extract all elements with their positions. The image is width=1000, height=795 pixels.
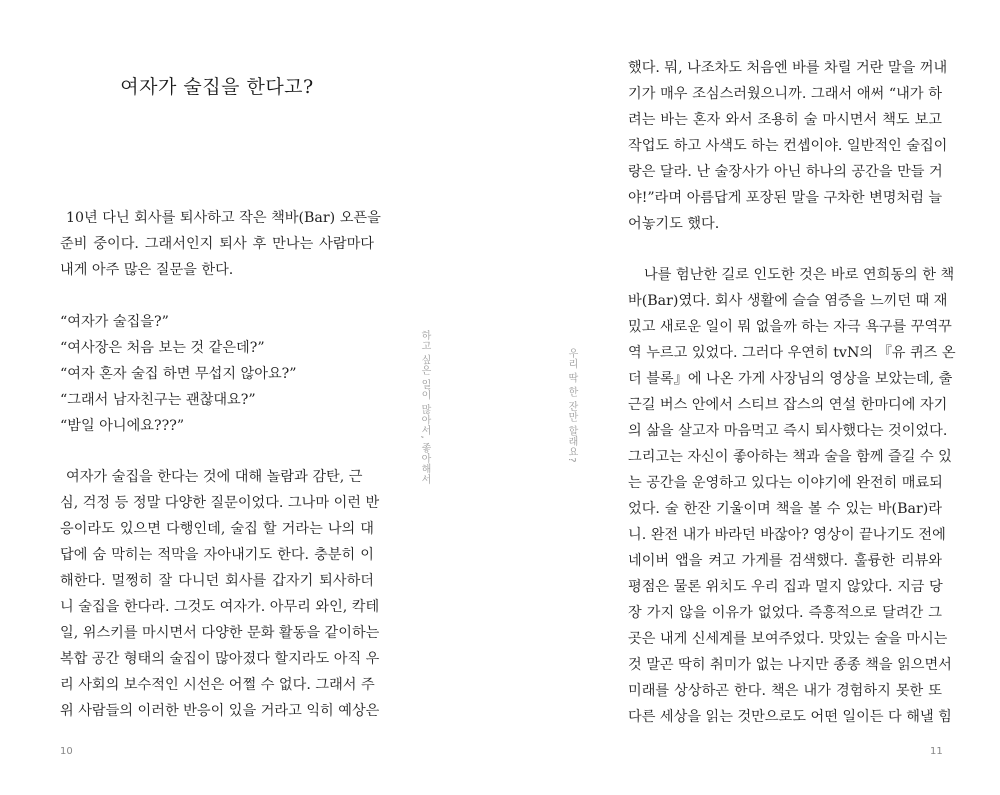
text-line: 것 말곤 딱히 취미가 없는 나지만 종종 책을 읽으면서 (628, 657, 952, 673)
text-line: 답에 숨 막히는 적막을 자아내기도 한다. 충분히 이 (60, 547, 374, 563)
text-line: 그리고는 자신이 좋아하는 책과 술을 함께 즐길 수 있 (628, 449, 952, 465)
quote-line: “밤일 아니에요???” (60, 418, 185, 434)
text-line: 일, 위스키를 마시면서 다양한 문화 활동을 같이하는 (60, 625, 380, 641)
text-line: 니 술집을 한다라. 그것도 여자가. 아무리 와인, 칵테 (60, 599, 380, 615)
text-line: 다른 세상을 읽는 것만으로도 어떤 일이든 다 해낼 힘 (628, 709, 952, 725)
text-line: 미래를 상상하곤 한다. 책은 내가 경험하지 못한 또 (628, 683, 942, 699)
text-line: 니. 완전 내가 바라던 바잖아? 영상이 끝나기도 전에 (628, 527, 946, 543)
quote-line: “여사장은 처음 보는 것 같은데?” (60, 340, 265, 356)
text-line: 내게 아주 많은 질문을 한다. (60, 262, 234, 278)
text-line: 더 블록』에 나온 가게 사장님의 영상을 보았는데, 출 (628, 371, 953, 387)
running-head-left: 하고 싶은 일이 많아서, 좋아해서 (419, 330, 430, 485)
text-line: 준비 중이다. 그래서인지 퇴사 후 만나는 사람마다 (60, 236, 374, 252)
text-line: 작업도 하고 사색도 하는 컨셉이야. 일반적인 술집이 (628, 138, 948, 154)
text-line: 려는 바는 혼자 와서 조용히 술 마시면서 책도 보고 (628, 112, 942, 128)
text-line: 의 삶을 살고자 마음먹고 즉시 퇴사했다는 것이었다. (628, 423, 948, 439)
running-head-right: 우리 딱 한 잔만 할래요? (566, 348, 577, 464)
text-line: 랑은 달라. 난 술장사가 아닌 하나의 공간을 만들 거 (628, 164, 943, 180)
text-line: 곳은 내게 신세계를 보여주었다. 맛있는 술을 마시는 (628, 631, 948, 647)
text-line: 네이버 앱을 켜고 가게를 검색했다. 훌륭한 리뷰와 (628, 553, 942, 569)
quote-line: “그래서 남자친구는 괜찮대요?” (60, 392, 256, 408)
page-number-right: 11 (930, 746, 943, 757)
text-line: 는 공간을 운영하고 있다는 이야기에 완전히 매료되 (628, 475, 943, 491)
text-line: 10년 다닌 회사를 퇴사하고 작은 책바(Bar) 오픈을 (66, 210, 381, 226)
text-line: 었다. 술 한잔 기울이며 책을 볼 수 있는 바(Bar)라 (628, 501, 942, 517)
text-line: 응이라도 있으면 다행인데, 술집 할 거라는 나의 대 (60, 521, 374, 537)
chapter-title: 여자가 술집을 한다고? (120, 76, 314, 98)
text-line: 평점은 물론 위치도 우리 집과 멀지 않았다. 지금 당 (628, 579, 943, 595)
text-line: 바(Bar)였다. 회사 생활에 슬슬 염증을 느끼던 때 재 (628, 293, 948, 309)
text-line: 복합 공간 형태의 술집이 많아졌다 할지라도 아직 우 (60, 651, 380, 667)
quote-line: “여자가 술집을?” (60, 314, 169, 330)
text-line: 여자가 술집을 한다는 것에 대해 놀람과 감탄, 근 (66, 469, 363, 485)
text-line: 기가 매우 조심스러웠으니까. 그래서 애써 “내가 하 (628, 86, 942, 102)
text-line: 어놓기도 했다. (628, 216, 720, 232)
text-line: 심, 걱정 등 정말 다양한 질문이었다. 그나마 이런 반 (60, 495, 380, 511)
text-line: 했다. 뭐, 나조차도 처음엔 바를 차릴 거란 말을 꺼내 (628, 60, 948, 76)
text-line: 위 사람들의 이러한 반응이 있을 거라고 익히 예상은 (60, 703, 380, 719)
page-number-left: 10 (60, 746, 73, 757)
text-line: 해한다. 멀쩡히 잘 다니던 회사를 갑자기 퇴사하더 (60, 573, 374, 589)
text-line: 근길 버스 안에서 스티브 잡스의 연설 한마디에 자기 (628, 397, 948, 413)
text-line: 역 누르고 있었다. 그러다 우연히 tvN의 『유 퀴즈 온 (628, 345, 956, 361)
text-line: 리 사회의 보수적인 시선은 어쩔 수 없다. 그래서 주 (60, 677, 375, 693)
text-line: 밌고 새로운 일이 뭐 없을까 하는 자극 욕구를 꾸역꾸 (628, 319, 952, 335)
quote-line: “여자 혼자 술집 하면 무섭지 않아요?” (60, 366, 297, 382)
text-line: 장 가지 않을 이유가 없었다. 즉흥적으로 달려간 그 (628, 605, 942, 621)
text-line: 나를 험난한 길로 인도한 것은 바로 연희동의 한 책 (644, 267, 955, 283)
text-line: 야!”라며 아름답게 포장된 말을 구차한 변명처럼 늘 (628, 190, 943, 206)
